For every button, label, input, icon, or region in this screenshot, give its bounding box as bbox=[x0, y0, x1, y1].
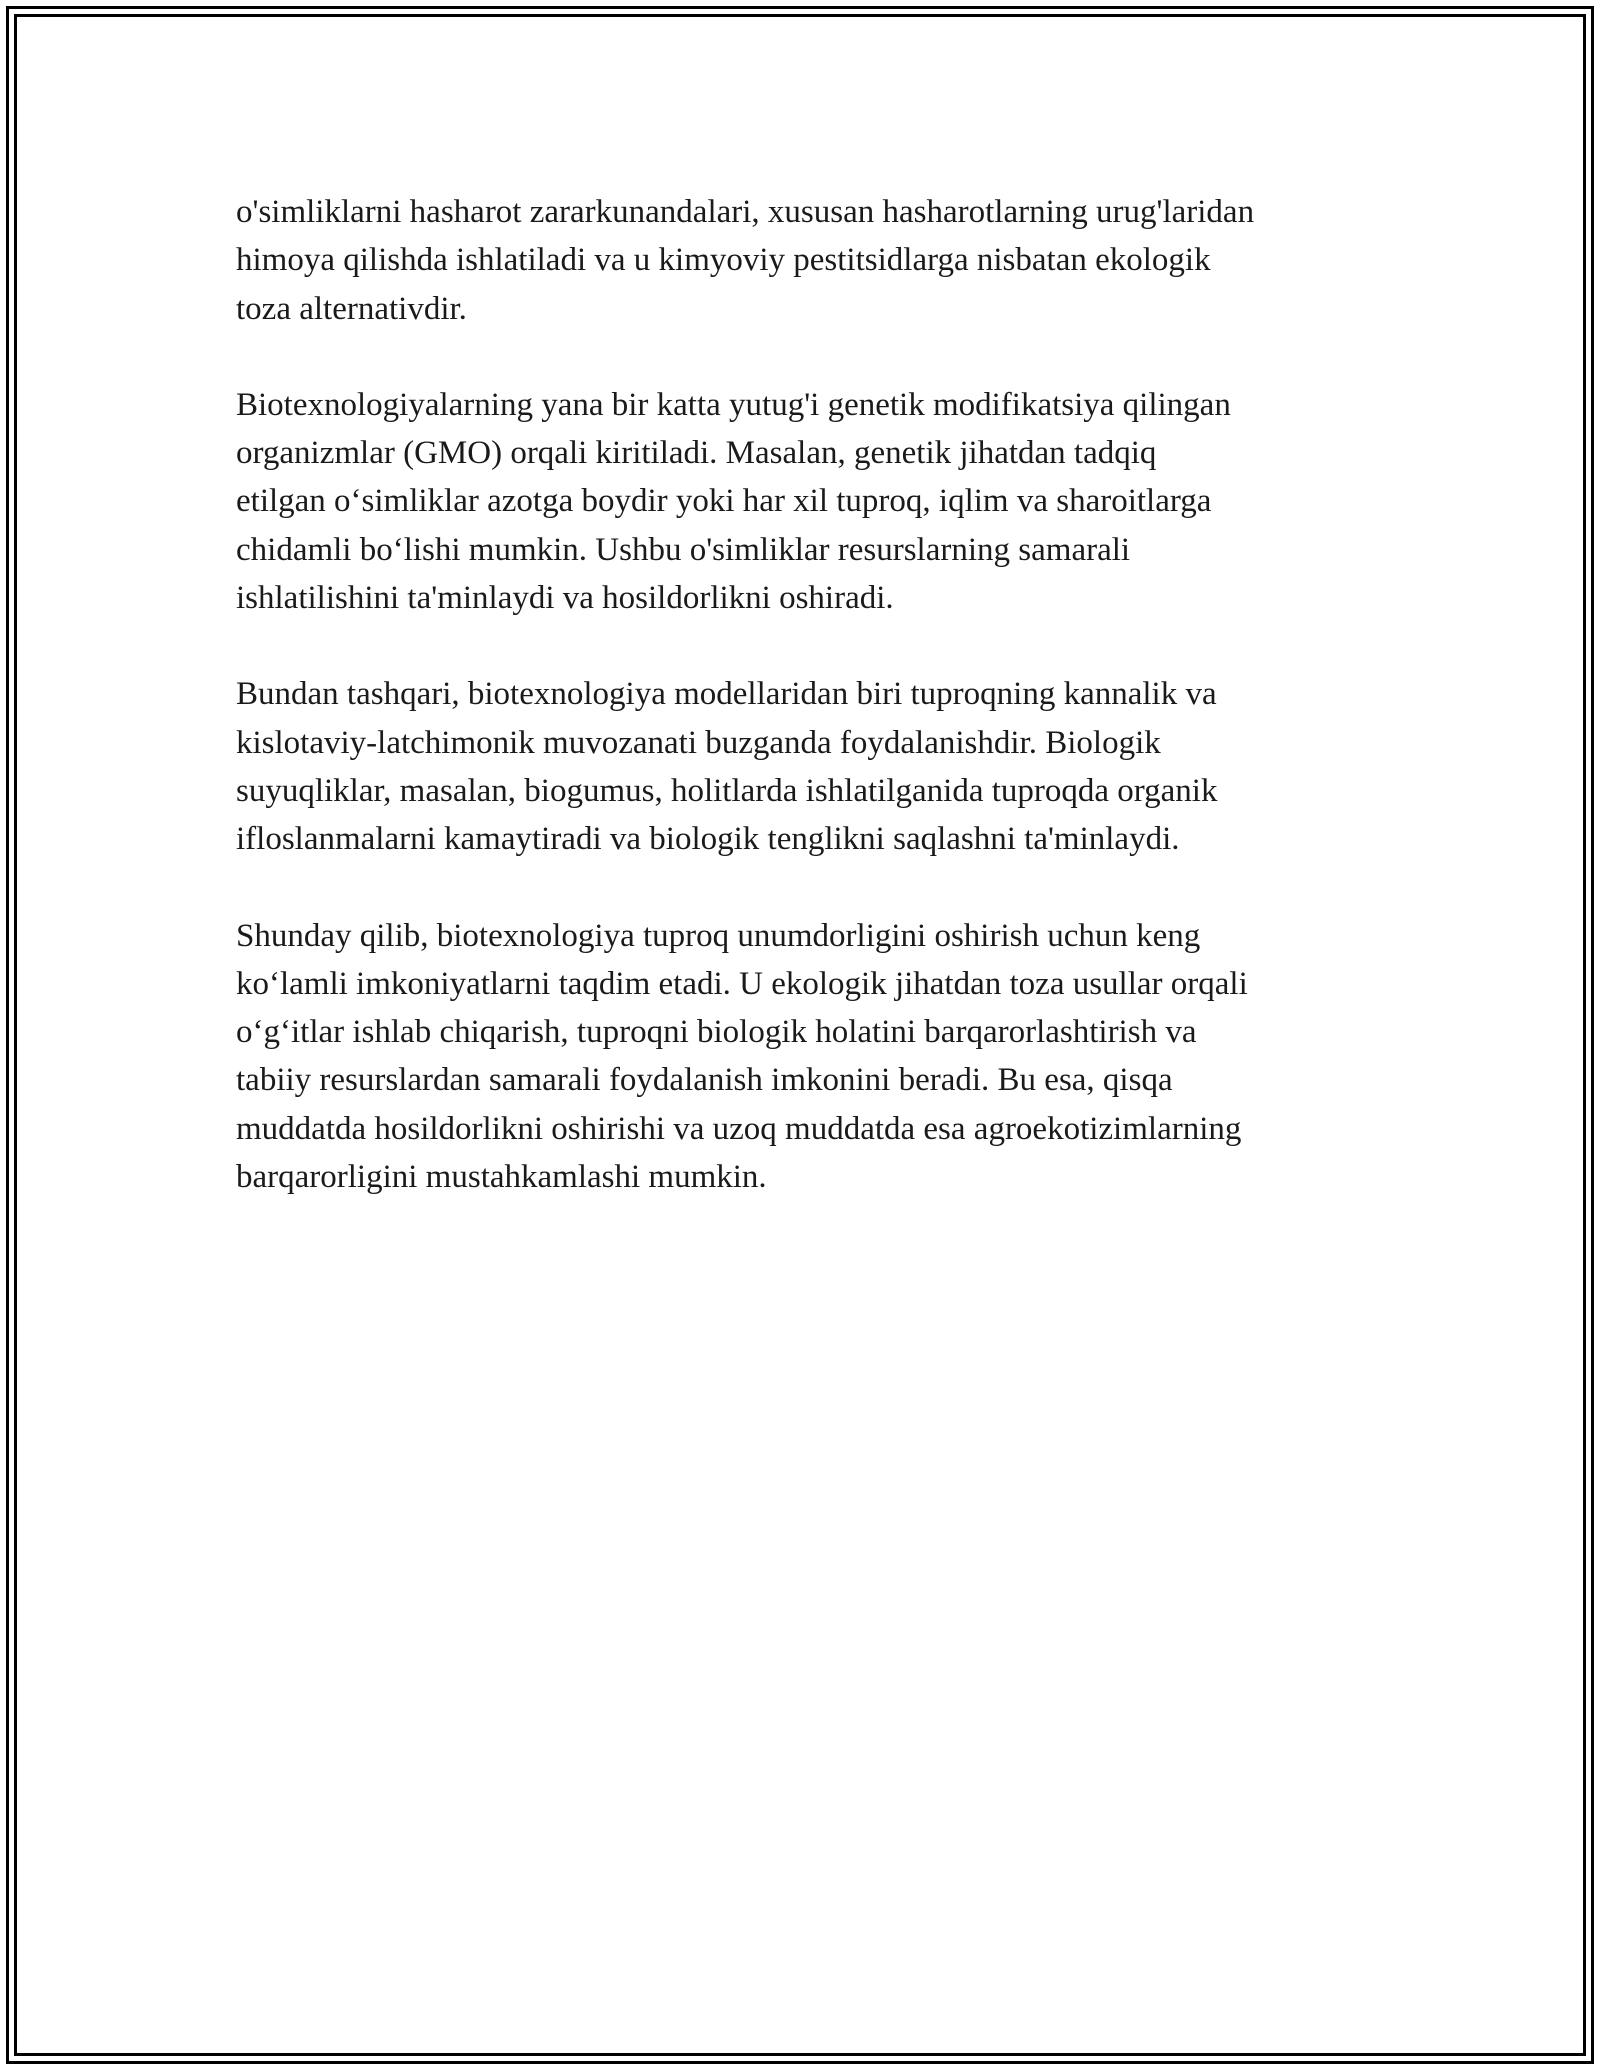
text-line: tabiiy resurslardan samarali foydalanish imkonini beradi. Bu esa, qisqa bbox=[236, 1062, 1173, 1099]
text-line: Bundan tashqari, biotexnologiya modellaridan biri tuproqning kannalik va bbox=[236, 676, 1217, 713]
paragraph-1 bbox=[236, 188, 1376, 333]
text-line: Shunday qilib, biotexnologiya tuproq unumdorligini oshirish uchun keng bbox=[236, 917, 1201, 954]
text-line: chidamli bo‘lishi mumkin. Ushbu o'simliklar resurslarning samarali bbox=[236, 531, 1131, 568]
document-body bbox=[236, 188, 1376, 1249]
text-line: suyuqliklar, masalan, biogumus, holitlarda ishlatilganida tuproqda organik bbox=[236, 772, 1218, 809]
text-line: o‘g‘itlar ishlab chiqarish, tuproqni biologik holatini barqarorlashtirish va bbox=[236, 1014, 1197, 1051]
text-line: kislotaviy-latchimonik muvozanati buzganda foydalanishdir. Biologik bbox=[236, 724, 1161, 761]
text-line: Biotexnologiyalarning yana bir katta yutug'i genetik modifikatsiya qilingan bbox=[236, 386, 1231, 423]
text-line: toza alternativdir. bbox=[236, 290, 467, 327]
text-line: muddatda hosildorlikni oshirishi va uzoq muddatda esa agroekotizimlarning bbox=[236, 1110, 1242, 1147]
text-line: ko‘lamli imkoniyatlarni taqdim etadi. U ekologik jihatdan toza usullar orqali bbox=[236, 965, 1248, 1002]
paragraph-3 bbox=[236, 670, 1376, 863]
paragraph-4 bbox=[236, 912, 1376, 1202]
text-line: etilgan o‘simliklar azotga boydir yoki har xil tuproq, iqlim va sharoitlarga bbox=[236, 483, 1212, 520]
paragraph-2 bbox=[236, 381, 1376, 622]
text-line: himoya qilishda ishlatiladi va u kimyoviy pestitsidlarga nisbatan ekologik bbox=[236, 242, 1211, 279]
text-line: ifloslanmalarni kamaytiradi va biologik tenglikni saqlashni ta'minlaydi. bbox=[236, 821, 1180, 858]
text-line: barqarorligini mustahkamlashi mumkin. bbox=[236, 1159, 767, 1196]
text-line: ishlatilishini ta'minlaydi va hosildorlikni oshiradi. bbox=[236, 580, 894, 617]
text-line: o'simliklarni hasharot zararkunandalari, xususan hasharotlarning urug'laridan bbox=[236, 194, 1255, 230]
text-line: organizmlar (GMO) orqali kiritiladi. Masalan, genetik jihatdan tadqiq bbox=[236, 435, 1157, 472]
